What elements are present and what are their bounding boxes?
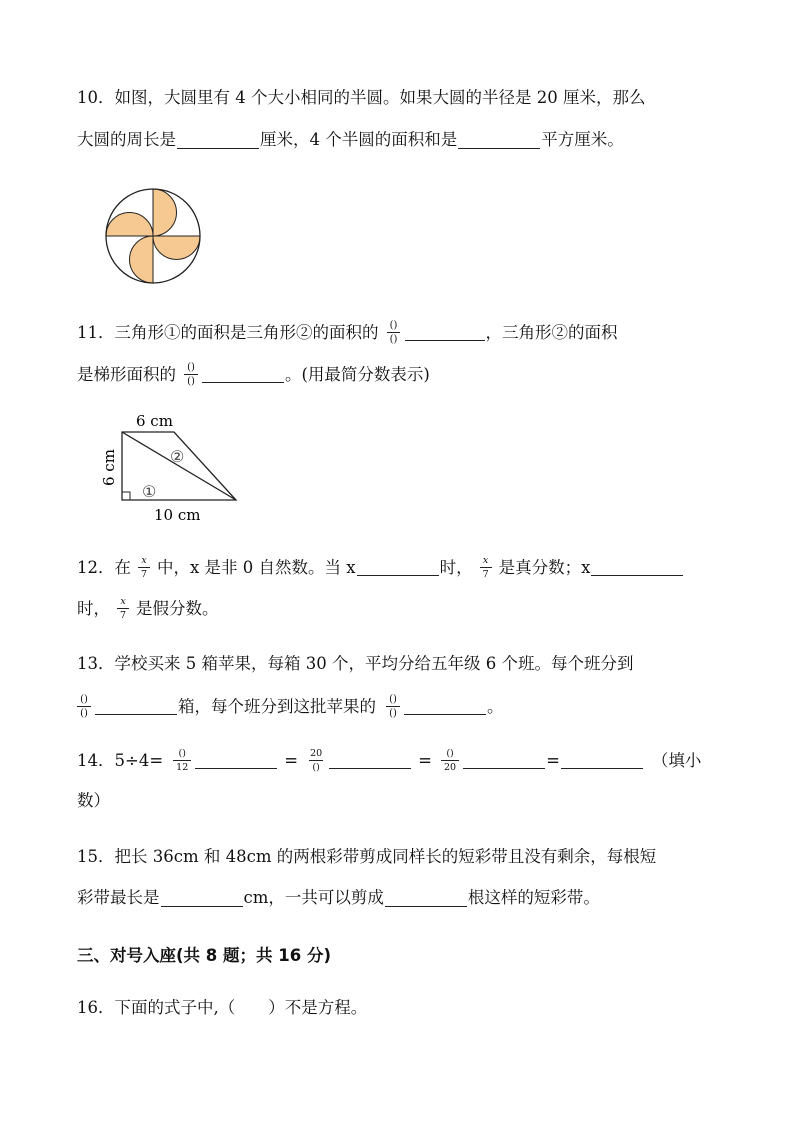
q10-text-2a: 大圆的周长是 xyxy=(77,130,176,149)
q10-blank-area[interactable] xyxy=(458,132,540,149)
semicircle-bottom xyxy=(130,236,153,283)
q14-blank-4[interactable] xyxy=(561,752,643,769)
q15-text-2c: 根这样的短彩带。 xyxy=(467,888,600,907)
q10-blank-circumference[interactable] xyxy=(177,132,259,149)
q13-text-1: 13．学校买来 5 箱苹果，每箱 30 个，平均分给五年级 6 个班。每个班分到 xyxy=(77,654,634,673)
q14-eq-1: = xyxy=(284,750,299,770)
q12-line2 xyxy=(77,596,734,621)
q15-line2 xyxy=(77,886,734,910)
q10-text-2b: 厘米，4 个半圆的面积和是 xyxy=(260,130,458,149)
section-3-heading: 三、对号入座(共 8 题；共 16 分) xyxy=(77,946,332,965)
q12-text-2a: 时， xyxy=(77,598,110,618)
label-bottom: 10 cm xyxy=(154,506,201,524)
q15-blank-length[interactable] xyxy=(161,890,243,907)
q11-text-1a: 11．三角形①的面积是三角形②的面积的 xyxy=(77,322,379,342)
q11-text-2b: 。(用最简分数表示) xyxy=(285,364,430,384)
q11-blank-2[interactable] xyxy=(202,366,284,383)
q14-blank-1[interactable] xyxy=(195,752,277,769)
q10-text-2c: 平方厘米。 xyxy=(541,130,624,149)
q14-prefix: 14．5÷4= xyxy=(77,750,164,770)
q13-fraction-1 xyxy=(77,694,91,719)
q11-fraction-1 xyxy=(387,320,401,345)
frac-denominator: () xyxy=(309,760,322,773)
frac-numerator: () xyxy=(446,748,454,759)
q14-line2 xyxy=(77,789,734,813)
label-left: 6 cm xyxy=(100,449,118,486)
q14-blank-2[interactable] xyxy=(329,752,411,769)
q11-text-2a: 是梯形面积的 xyxy=(77,364,176,384)
q13-line2 xyxy=(77,694,734,719)
frac-denominator: 7 xyxy=(138,567,150,580)
q10-circle-figure xyxy=(100,186,206,286)
triangle-1-mark: ① xyxy=(142,482,157,501)
frac-numerator: () xyxy=(80,694,88,705)
frac-numerator: x xyxy=(482,555,489,566)
semicircle-top xyxy=(153,189,176,236)
semicircle-right xyxy=(153,236,200,259)
frac-denominator: 7 xyxy=(117,608,129,621)
q12-line1 xyxy=(77,555,734,580)
frac-numerator: x xyxy=(141,555,147,566)
q14-line1 xyxy=(77,748,734,773)
frac-numerator: x xyxy=(120,596,126,607)
q12-fraction-3 xyxy=(116,596,130,621)
q12-text-1b: 中，x 是非 0 自然数。当 x xyxy=(157,557,356,577)
q15-line1 xyxy=(77,845,734,869)
q14-suffix: （填小 xyxy=(651,750,702,770)
q10-line2 xyxy=(77,128,734,152)
q12-blank-1[interactable] xyxy=(357,559,439,576)
right-angle-mark xyxy=(122,492,130,500)
frac-denominator: 7 xyxy=(480,567,492,580)
q11-fraction-2 xyxy=(184,362,198,387)
q13-line1 xyxy=(77,652,734,676)
q13-blank-1[interactable] xyxy=(95,698,177,715)
frac-numerator: () xyxy=(389,320,398,331)
frac-denominator: () xyxy=(184,374,198,387)
q12-text-2b: 是假分数。 xyxy=(136,598,219,618)
q15-text-2a: 彩带最长是 xyxy=(77,888,160,907)
q10-line1 xyxy=(77,86,734,110)
frac-numerator: () xyxy=(389,694,397,705)
q12-text-1a: 12．在 xyxy=(77,557,131,577)
q13-text-2a: 箱，每个班分到这批苹果的 xyxy=(178,696,376,716)
q14-eq-3: = xyxy=(546,750,560,770)
q14-fraction-2 xyxy=(307,748,325,773)
q12-fraction-2 xyxy=(479,555,493,580)
q13-fraction-2 xyxy=(386,694,400,719)
semicircle-left xyxy=(106,213,153,236)
q11-line2 xyxy=(77,362,734,387)
frac-numerator: () xyxy=(178,748,186,759)
frac-denominator: () xyxy=(386,706,400,719)
triangle-2-mark: ② xyxy=(170,447,185,466)
q12-blank-2[interactable] xyxy=(591,559,683,576)
q15-text-2b: cm，一共可以剪成 xyxy=(243,888,384,907)
q14-fraction-3 xyxy=(441,748,459,773)
q14-fraction-1 xyxy=(173,748,191,773)
q14-eq-2: = xyxy=(418,750,432,770)
frac-numerator: () xyxy=(187,362,195,373)
frac-denominator: 20 xyxy=(441,760,459,773)
q14-blank-3[interactable] xyxy=(463,752,545,769)
trapezoid-diagonal xyxy=(122,432,236,500)
q16-line xyxy=(77,996,734,1020)
q11-trapezoid-figure xyxy=(96,412,246,526)
frac-numerator: 20 xyxy=(310,748,323,759)
q11-line1 xyxy=(77,320,734,345)
q11-blank-1[interactable] xyxy=(405,324,485,341)
frac-denominator: () xyxy=(77,706,91,719)
q10-text-1: 10．如图，大圆里有 4 个大小相同的半圆。如果大圆的半径是 20 厘米，那么 xyxy=(77,88,646,107)
q12-text-1c: 时， xyxy=(439,557,473,577)
frac-denominator: () xyxy=(387,332,401,345)
q11-text-1b: ，三角形②的面积 xyxy=(485,322,618,342)
label-top: 6 cm xyxy=(136,412,173,430)
q14-text-2: 数） xyxy=(77,791,110,810)
q12-fraction-1 xyxy=(137,555,151,580)
q12-text-1d: 是真分数；x xyxy=(498,557,591,577)
q15-blank-count[interactable] xyxy=(385,890,467,907)
q16-text: 16．下面的式子中,（ ）不是方程。 xyxy=(77,998,368,1017)
frac-denominator: 12 xyxy=(173,760,191,773)
q13-blank-2[interactable] xyxy=(404,698,486,715)
q15-text-1: 15．把长 36cm 和 48cm 的两根彩带剪成同样长的短彩带且没有剩余，每根短 xyxy=(77,847,657,866)
q13-text-2b: 。 xyxy=(487,696,504,716)
